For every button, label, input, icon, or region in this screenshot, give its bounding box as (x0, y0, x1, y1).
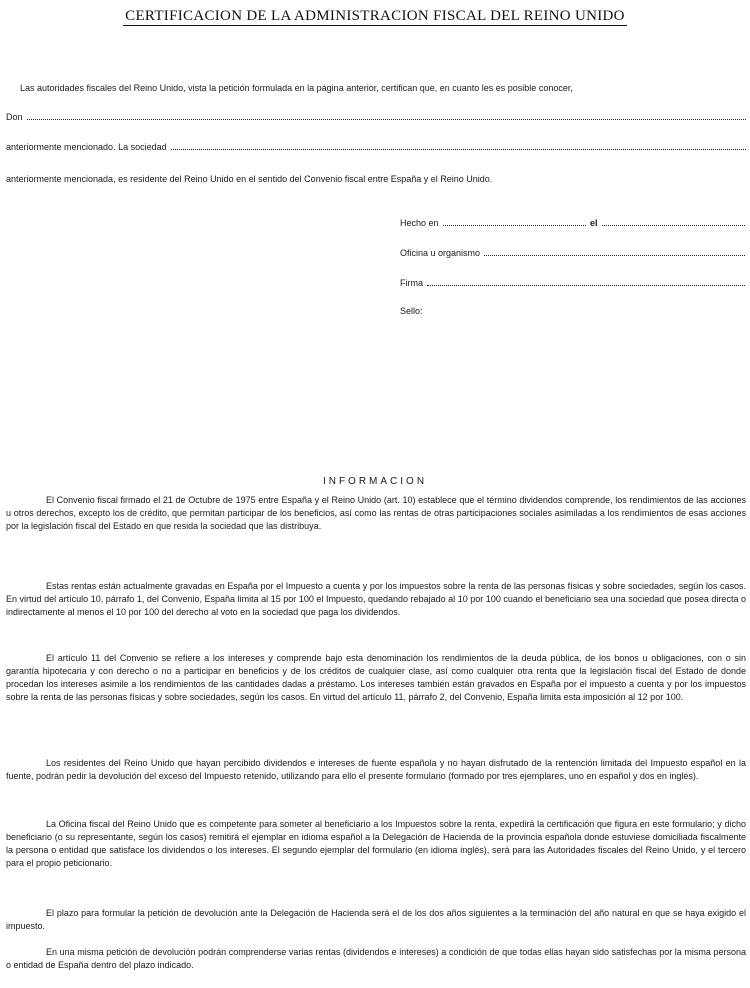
info-paragraph-multiple-income: En una misma petición de devolución podrán comprenderse varias rentas (dividendos e intereses) a condición de que todas ellas hayan sido satisfechas por la misma persona o entidad de España dentro del plazo indicado. (6, 947, 746, 970)
sello-field (400, 306, 745, 316)
info-paragraph-refund: Los residentes del Reino Unido que hayan percibido dividendos e intereses de fuente española y no hayan disfrutado de la rentención limitada del Impuesto español en la fuente, podrán pedir la devolución del exceso del Impuesto retenido, utilizando para ello el presente formulario (formado por tres ejemplares, uno en español y dos en inglés). (6, 758, 746, 781)
info-paragraph-deadline: El plazo para formular la petición de devolución ante la Delegación de Hacienda será el de los dos años siguientes a la terminación del año natural en que se haya exigido el impuesto. (6, 908, 746, 931)
hecho-date-label: el (590, 218, 598, 228)
residence-statement: anteriormente mencionada, es residente del Reino Unido en el sentido del Convenio fiscal entre España y el Reino Unido. (6, 174, 493, 184)
hecho-place-line (443, 217, 586, 226)
info-paragraph-interest: El artículo 11 del Convenio se refiere a los intereses y comprende bajo esta denominación los rendimientos de la deuda pública, de los bonos u obligaciones, con o sin garantía hipotecaria y con derecho o no a participar en beneficios y de los créditos de cualquier clase, así como cualquier otra renta que la legislación fiscal del Estado de donde procedan los intereses asimile a los rendimientos de las cantidades dadas a préstamo. Los intereses también están gravados en España por el impuesto a cuenta y por los impuestos sobre la renta de las personas físicas y sobre sociedades, según los casos. En virtud del artículo 11, párrafo 2, del Convenio, España limita esta imposición al 12 por 100. (6, 653, 746, 702)
oficina-field (400, 247, 745, 258)
company-label: anteriormente mencionado. La sociedad (6, 142, 167, 152)
hecho-date-line (602, 217, 745, 226)
info-paragraph-rates: Estas rentas están actualmente gravadas en España por el Impuesto a cuenta y por los impuestos sobre la renta de las personas físicas y sobre sociedades, según los casos. En virtud del artículo 10, párrafo 1, del Convenio, España limita al 15 por 100 el Impuesto, quedando rebajado al 10 por 100 cuando el beneficiario sea una sociedad que posea directa o indirectamente al menos el 10 por 100 del derecho al voto en la sociedad que paga los dividendos. (6, 581, 746, 617)
document-title: CERTIFICACION DE LA ADMINISTRACION FISCAL DEL REINO UNIDO (125, 8, 625, 24)
firma-field (400, 277, 745, 288)
company-field (6, 141, 746, 152)
oficina-blank-line (484, 247, 745, 256)
info-paragraph-dividends: El Convenio fiscal firmado el 21 de Octubre de 1975 entre España y el Reino Unido (art. 10) establece que el término dividendos comprende, los rendimientos de las acciones u otros derechos, excepto los de crédito, que permitan participar de los beneficios, así como las rentas de otras participaciones sociales asimiladas a los rendimientos de esas acciones por la legislación fiscal del Estado en que resida la sociedad que las distribuya. (6, 495, 746, 531)
don-label: Don (6, 112, 23, 122)
firma-label: Firma (400, 278, 423, 288)
don-field (6, 111, 746, 122)
sello-label: Sello: (400, 306, 423, 316)
info-paragraph-tax-office: La Oficina fiscal del Reino Unido que es competente para someter al beneficiario a los Impuestos sobre la renta, expedirá la certificación que figura en este formulario; y dicho beneficiario (o su representante, según los casos) remitirá el ejemplar en idioma español a la Delegación de Hacienda de la provincia española donde estuviese domiciliada fiscalmente la persona o entidad que satisface los dividendos o los intereses. El segundo ejemplar del formulario (en idioma inglés), será para las Autoridades fiscales del Reino Unido, y el tercero para el propio peticionario. (6, 819, 746, 868)
certificate-intro: Las autoridades fiscales del Reino Unido, vista la petición formulada en la página anterior, certifican que, en cuanto les es posible conocer, (20, 83, 573, 93)
hecho-label: Hecho en (400, 218, 439, 228)
firma-blank-line (427, 277, 745, 286)
information-heading: INFORMACION (322, 476, 428, 487)
hecho-field (400, 217, 745, 228)
oficina-label: Oficina u organismo (400, 248, 481, 258)
don-blank-line (27, 111, 746, 120)
company-blank-line (171, 141, 746, 150)
